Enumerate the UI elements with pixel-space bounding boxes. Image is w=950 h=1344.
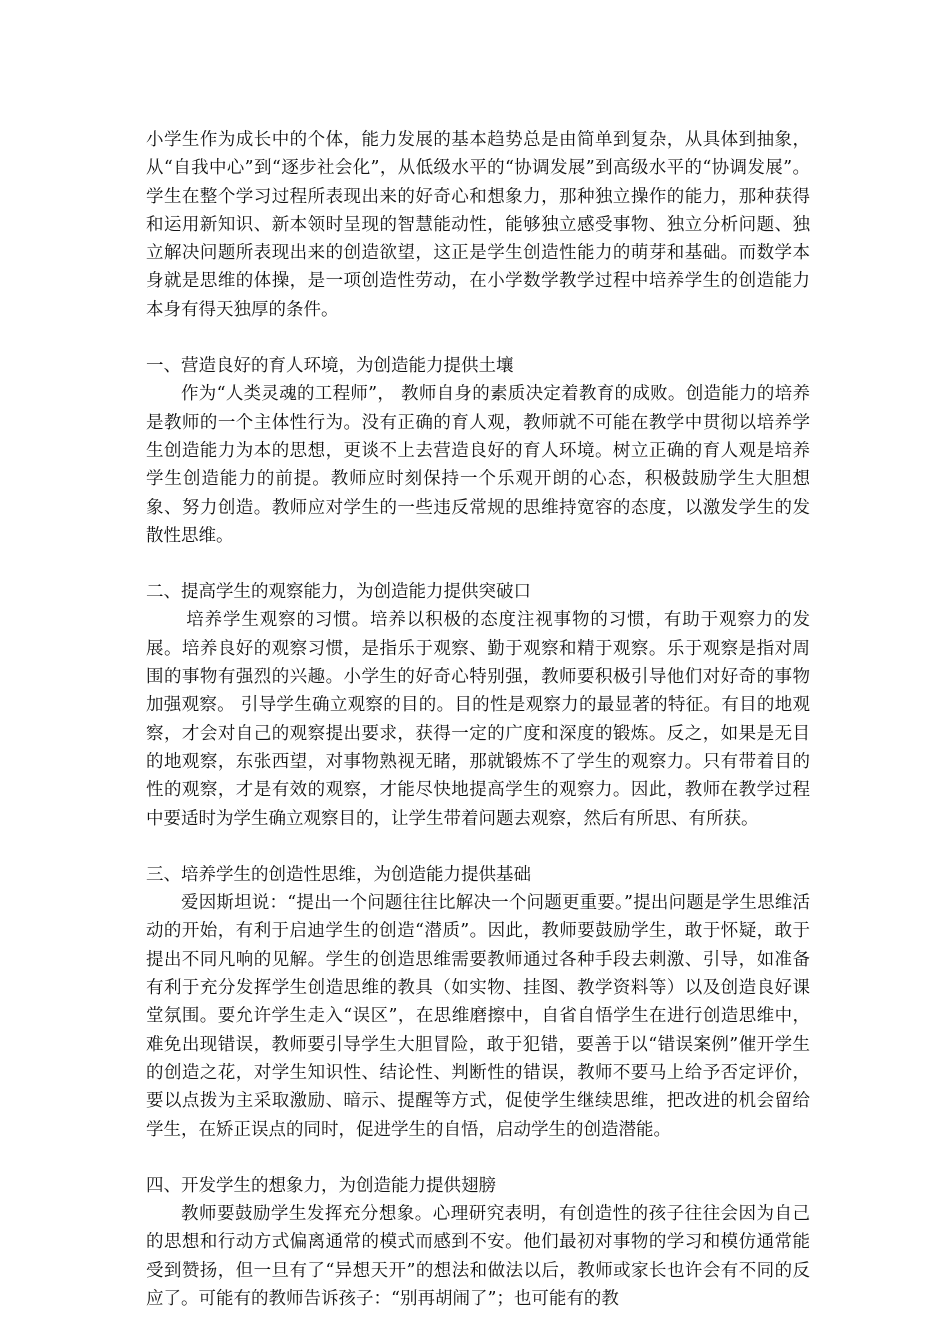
section-body: 培养学生观察的习惯。培养以积极的态度注视事物的习惯，有助于观察力的发展。培养良好的观察习惯，是指乐于观察、勤于观察和精于观察。乐于观察是指对周围的事物有强烈的兴趣。小学生的好奇心特别强，教师要积极引导他们对好奇的事物加强观察。 引导学生确立观察的目的。目的性是观察力的最显著的特征。有目的地观察，才会对自己的观察提出要求，获得一定的广度和深度的锻炼。反之，如果是无目的地观察，东张西望，对事物熟视无睹，那就锻炼不了学生的观察力。只有带着目的性的观察，才是有效的观察，才能尽快地提高学生的观察力。因此，教师在教学过程中要适时为学生确立观察目的，让学生带着问题去观察，然后有所思、有所获。 — [146, 610, 810, 829]
section-4 — [146, 1172, 810, 1313]
section-body: 教师要鼓励学生发挥充分想象。心理研究表明，有创造性的孩子往往会因为自己的思想和行动方式偏离通常的模式而感到不安。他们最初对事物的学习和模仿通常能受到赞扬，但一旦有了“异想天开”的想法和做法以后，教师或家长也许会有不同的反应了。可能有的教师告诉孩子：“别再胡闹了”；也可能有的教 — [146, 1204, 810, 1309]
document-page — [146, 126, 810, 1341]
section-heading: 四、开发学生的想象力，为创造能力提供翅膀 — [146, 1175, 496, 1196]
intro-paragraph: 小学生作为成长中的个体，能力发展的基本趋势总是由简单到复杂，从具体到抽象，从“自我中心”到“逐步社会化”，从低级水平的“协调发展”到高级水平的“协调发展”。学生在整个学习过程所表现出来的好奇心和想象力，那种独立操作的能力，那种获得和运用新知识、新本领时呈现的智慧能动性，能够独立感受事物、独立分析问题、独立解决问题所表现出来的创造欲望，这正是学生创造性能力的萌芽和基础。而数学本身就是思维的体操，是一项创造性劳动，在小学数学教学过程中培养学生的创造能力本身有得天独厚的条件。 — [146, 130, 810, 320]
section-1 — [146, 352, 810, 550]
section-2 — [146, 578, 810, 833]
section-heading: 一、营造良好的育人环境，为创造能力提供土壤 — [146, 356, 514, 377]
section-3 — [146, 861, 810, 1144]
section-body: 爱因斯坦说：“提出一个问题往往比解决一个问题更重要。”提出问题是学生思维活动的开始，有利于启迪学生的创造“潜质”。因此，教师要鼓励学生，敢于怀疑，敢于提出不同凡响的见解。学生的创造思维需要教师通过各种手段去刺激、引导，如准备有利于充分发挥学生创造思维的教具（如实物、挂图、教学资料等）以及创造良好课堂氛围。要允许学生走入“误区”，在思维磨擦中，自省自悟学生在进行创造思维中，难免出现错误，教师要引导学生大胆冒险，敢于犯错，要善于以“错误案例”催开学生的创造之花，对学生知识性、结论性、判断性的错误，教师不要马上给予否定评价，要以点拨为主采取激励、暗示、提醒等方式，促使学生继续思维，把改进的机会留给学生，在矫正误点的同时，促进学生的自悟，启动学生的创造潜能。 — [146, 893, 810, 1140]
section-heading: 三、培养学生的创造性思维，为创造能力提供基础 — [146, 864, 531, 885]
section-body: 作为“人类灵魂的工程师”， 教师自身的素质决定着教育的成败。创造能力的培养是教师的一个主体性行为。没有正确的育人观，教师就不可能在教学中贯彻以培养学生创造能力为本的思想，更谈不上去营造良好的育人环境。树立正确的育人观是培养学生创造能力的前提。教师应时刻保持一个乐观开朗的心态，积极鼓励学生大胆想象、努力创造。教师应对学生的一些违反常规的思维持宽容的态度，以激发学生的发散性思维。 — [146, 384, 810, 546]
section-heading: 二、提高学生的观察能力，为创造能力提供突破口 — [146, 582, 531, 603]
